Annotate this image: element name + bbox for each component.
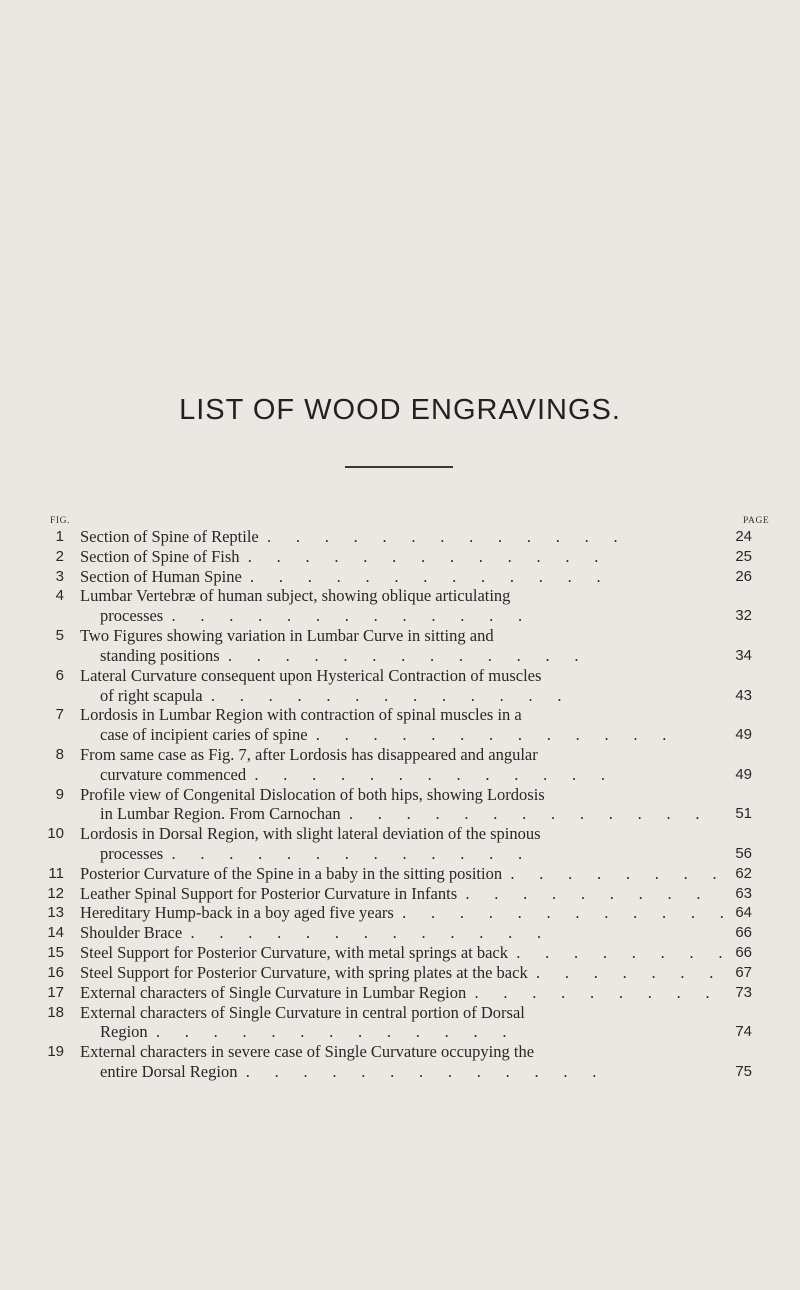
entry-line — [0, 963, 800, 983]
entry-line — [0, 705, 800, 725]
page-number: 75 — [729, 1062, 752, 1082]
dot-leader: . . . . . . . . — [508, 943, 723, 963]
fig-number: 19 — [47, 1043, 64, 1061]
fig-number: 5 — [55, 627, 64, 645]
entry-description — [100, 646, 760, 666]
entry-description — [80, 567, 760, 587]
entry-line — [0, 923, 800, 943]
entry-line — [0, 626, 800, 646]
dot-leader: . . . . . . . . . . . . . — [246, 764, 606, 784]
list-item — [0, 963, 800, 983]
entry-line — [0, 1003, 800, 1023]
fig-number: 12 — [47, 884, 64, 902]
dot-leader: . . . . . . . . . . . . . — [202, 685, 562, 705]
fig-number: 9 — [55, 785, 64, 803]
dot-leader: . . . . . . . . . — [466, 982, 722, 1002]
entry-description — [80, 824, 760, 844]
page-number: 62 — [729, 864, 752, 884]
entry-description — [80, 963, 760, 983]
dot-leader: . . . . . . . . . . . . . — [182, 923, 542, 943]
entry-description — [80, 1003, 760, 1023]
entry-text: Section of Spine of Fish — [80, 546, 240, 566]
entry-line — [0, 804, 800, 824]
list-item — [0, 586, 800, 626]
entry-description — [80, 903, 760, 923]
fig-number: 15 — [47, 944, 64, 962]
entry-description — [80, 923, 760, 943]
entry-description — [80, 884, 760, 904]
fig-number: 11 — [48, 864, 64, 882]
entry-text: Profile view of Congenital Dislocation of both hips, showing Lordosis — [80, 784, 545, 804]
page-number: 49 — [729, 725, 752, 745]
list-item — [0, 943, 800, 963]
entry-text: Region — [100, 1022, 148, 1042]
list-item — [0, 547, 800, 567]
entry-description — [100, 1022, 760, 1042]
page-number: 26 — [729, 567, 752, 587]
dot-leader: . . . . . . . . . . . . . — [147, 1022, 507, 1042]
entry-description — [80, 1042, 760, 1062]
list-item — [0, 923, 800, 943]
entry-description — [100, 725, 760, 745]
page-title: LIST OF WOOD ENGRAVINGS. — [179, 394, 621, 426]
entry-line — [0, 567, 800, 587]
entry-description — [100, 686, 760, 706]
entry-description — [80, 785, 760, 805]
page-number: 24 — [729, 527, 752, 547]
dot-leader: . . . . . . . . . . . . . — [241, 566, 601, 586]
dot-leader: . . . . . . . . . — [457, 883, 726, 903]
entry-line — [0, 903, 800, 923]
entry-description — [80, 626, 760, 646]
entry-line — [0, 824, 800, 844]
entry-line — [0, 864, 800, 884]
dot-leader: . . . . . . . . — [502, 863, 725, 883]
entry-text: processes — [100, 844, 164, 863]
page-number: 63 — [729, 884, 752, 904]
list-item — [0, 666, 800, 706]
entry-text: Section of Spine of Reptile — [80, 527, 259, 546]
entry-line — [0, 884, 800, 904]
list-item — [0, 745, 800, 785]
entry-text: Leather Spinal Support for Posterior Curvature in Infants — [80, 883, 458, 903]
fig-number: 1 — [55, 528, 64, 545]
entry-line — [0, 666, 800, 686]
entry-text: case of incipient caries of spine — [100, 725, 308, 745]
dot-leader: . . . . . . . . . . . . . — [163, 606, 523, 626]
page-number: 25 — [729, 547, 752, 567]
entry-text: Hereditary Hump-back in a boy aged five years — [80, 903, 394, 923]
list-item — [0, 785, 800, 825]
dot-leader: . . . . . . . . . . . . . — [237, 1061, 597, 1081]
entry-line — [0, 785, 800, 805]
fig-number: 8 — [55, 745, 64, 763]
page-number: 74 — [729, 1022, 752, 1042]
dot-leader: . . . . . . . . . . . . . — [307, 725, 667, 745]
entry-line — [0, 606, 800, 626]
entry-text: standing positions — [100, 645, 220, 665]
page-number: 73 — [729, 983, 752, 1003]
entry-line — [0, 844, 800, 864]
entry-text: Steel Support for Posterior Curvature, with metal springs at back — [80, 943, 509, 963]
page-number: 66 — [729, 923, 752, 943]
entry-text: Lateral Curvature consequent upon Hysterical Contraction of muscles — [80, 665, 542, 685]
entry-line — [0, 983, 800, 1003]
entry-description — [80, 705, 760, 725]
dot-leader: . . . . . . . — [527, 962, 722, 982]
page-number: 51 — [729, 804, 752, 824]
list-item — [0, 983, 800, 1003]
entry-description — [80, 745, 760, 765]
entry-text: Lordosis in Dorsal Region, with slight lateral deviation of the spinous — [80, 824, 541, 844]
entry-text: Section of Human Spine — [80, 566, 242, 586]
entry-line — [0, 527, 800, 547]
page-number: 32 — [729, 606, 752, 626]
entry-text: From same case as Fig. 7, after Lordosis has disappeared and angular — [80, 744, 538, 764]
entry-description — [80, 943, 760, 963]
entry-description — [100, 1062, 760, 1082]
list-item — [0, 884, 800, 904]
entry-line — [0, 586, 800, 606]
entry-line — [0, 547, 800, 567]
dot-leader: . . . . . . . . . . . . . — [340, 804, 700, 824]
entry-description — [100, 804, 760, 824]
entry-line — [0, 1042, 800, 1062]
entry-text: External characters of Single Curvature in Lumbar Region — [80, 982, 467, 1002]
entry-line — [0, 1022, 800, 1042]
list-item — [0, 903, 800, 923]
entry-description — [80, 864, 760, 884]
entry-text: Steel Support for Posterior Curvature, with spring plates at the back — [80, 962, 528, 982]
entry-description — [80, 983, 760, 1003]
page-number: 34 — [729, 646, 752, 666]
entry-line — [0, 646, 800, 666]
entry-description — [80, 666, 760, 686]
title-rule — [345, 466, 453, 468]
dot-leader: . . . . . . . . . . . . . — [163, 844, 523, 863]
page-number: 64 — [729, 903, 752, 923]
entry-line — [0, 725, 800, 745]
fig-number: 16 — [47, 963, 64, 981]
entry-description — [100, 844, 760, 864]
entry-text: curvature commenced — [100, 764, 247, 784]
entry-description — [80, 586, 760, 606]
fig-number: 14 — [47, 924, 64, 942]
page-number: 49 — [729, 765, 752, 785]
list-item — [0, 1042, 800, 1082]
entry-line — [0, 943, 800, 963]
entry-text: processes — [100, 606, 164, 626]
entry-line — [0, 1062, 800, 1082]
fig-number: 7 — [55, 706, 64, 724]
dot-leader: . . . . . . . . . . . . . — [258, 527, 618, 546]
entry-text: External characters in severe case of Single Curvature occupying the — [80, 1042, 535, 1062]
list-item — [0, 567, 800, 587]
entry-text: External characters of Single Curvature in central portion of Dorsal — [80, 1002, 525, 1022]
entry-text: Shoulder Brace — [80, 923, 183, 943]
list-item — [0, 1003, 800, 1043]
list-item — [0, 824, 800, 864]
entry-line — [0, 686, 800, 706]
entry-text: Posterior Curvature of the Spine in a baby in the sitting position — [80, 863, 503, 883]
page-number: 56 — [729, 844, 752, 864]
dot-leader: . . . . . . . . . . . . — [393, 903, 724, 923]
entry-line — [0, 765, 800, 785]
dot-leader: . . . . . . . . . . . . . — [239, 546, 599, 566]
entry-text: entire Dorsal Region — [100, 1061, 238, 1081]
dot-leader: . . . . . . . . . . . . . — [219, 645, 579, 665]
page-number: 43 — [729, 686, 752, 706]
entry-text: Lordosis in Lumbar Region with contraction of spinal muscles in a — [80, 705, 522, 725]
fig-number: 6 — [55, 666, 64, 684]
list-item — [0, 527, 800, 547]
fig-number: 18 — [47, 1003, 64, 1021]
list-item — [0, 705, 800, 745]
entry-description — [80, 547, 760, 567]
fig-number: 13 — [47, 904, 64, 922]
entry-text: Two Figures showing variation in Lumbar Curve in sitting and — [80, 626, 494, 646]
fig-number: 10 — [47, 825, 64, 843]
fig-number: 3 — [55, 567, 64, 585]
list-item — [0, 626, 800, 666]
page-number: 66 — [729, 943, 752, 963]
entry-line — [0, 745, 800, 765]
engravings-list — [0, 527, 800, 1082]
entry-text: Lumbar Vertebræ of human subject, showing oblique articulating — [80, 586, 511, 606]
fig-column-header: FIG. — [50, 516, 71, 526]
entry-description — [100, 606, 760, 626]
entry-description — [100, 765, 760, 785]
fig-number: 2 — [55, 547, 64, 565]
entry-text: in Lumbar Region. From Carnochan — [100, 804, 341, 824]
entry-text: of right scapula — [100, 685, 203, 705]
list-item — [0, 864, 800, 884]
entry-description — [80, 527, 760, 547]
fig-number: 17 — [47, 983, 64, 1001]
fig-number: 4 — [55, 587, 64, 605]
page-number: 67 — [729, 963, 752, 983]
page-column-header: PAGE — [743, 516, 770, 526]
